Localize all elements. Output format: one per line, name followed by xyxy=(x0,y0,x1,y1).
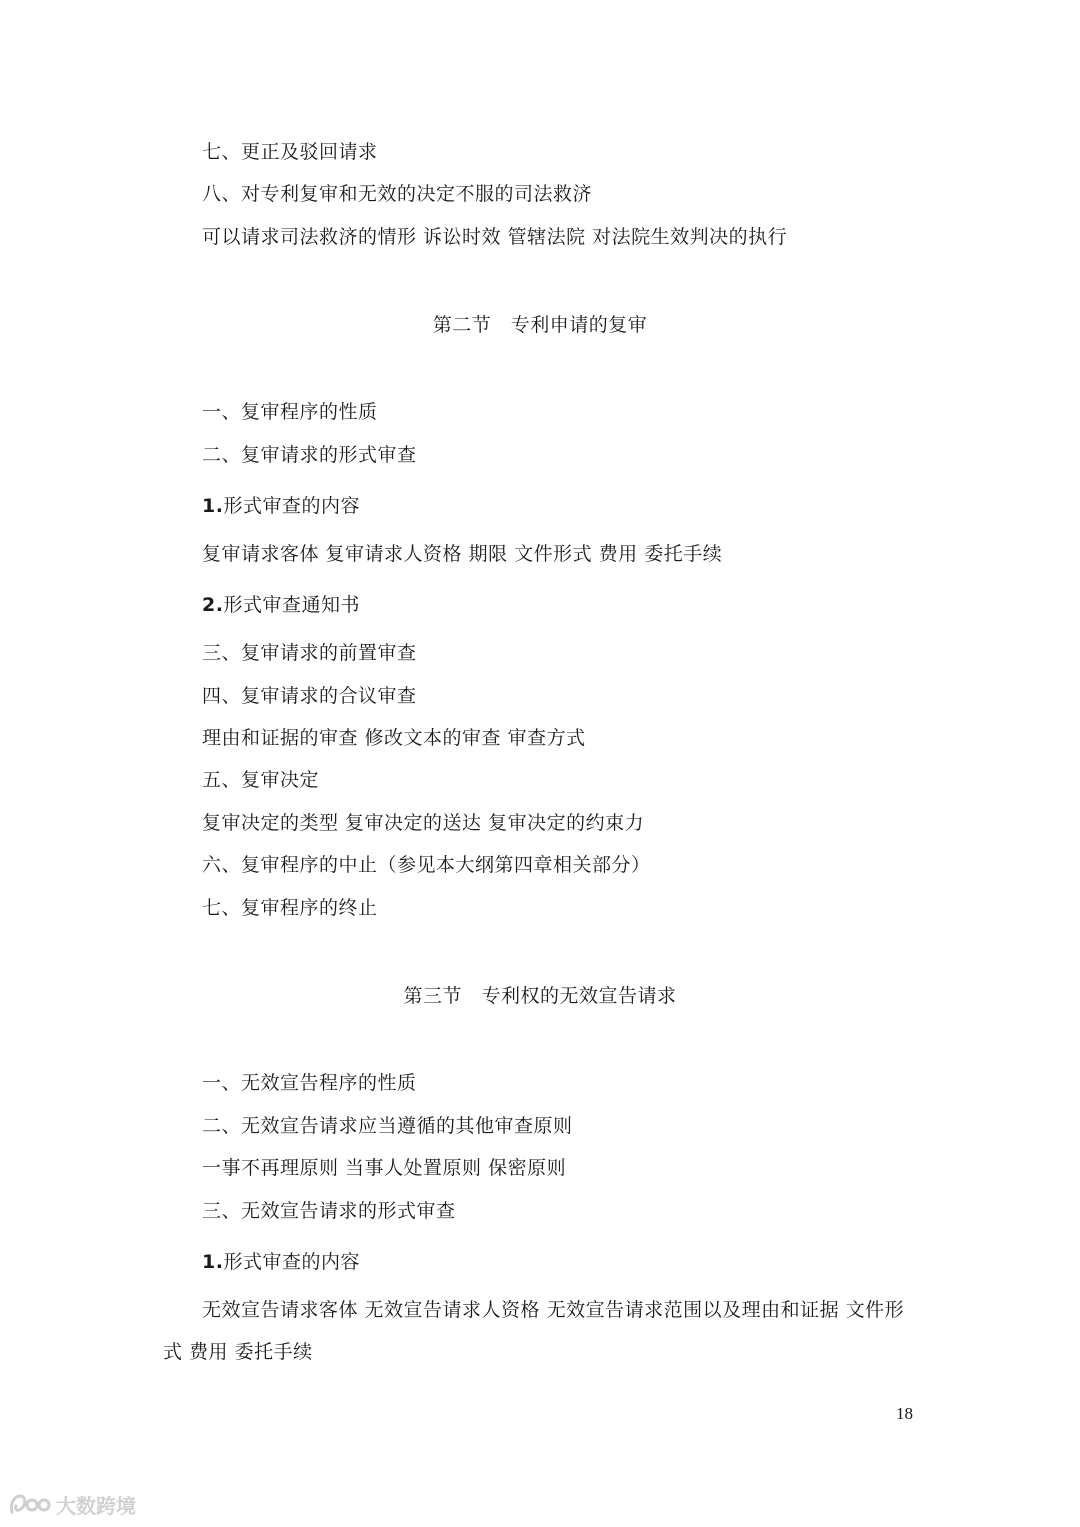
text-line: 式 费用 委托手续 xyxy=(163,1341,313,1363)
subheading-text: 形式审查的内容 xyxy=(223,495,360,517)
page-number: 18 xyxy=(896,1404,913,1423)
subheading xyxy=(202,1250,360,1274)
subheading-text: 形式审查的内容 xyxy=(223,1251,360,1273)
subheading-number: 1. xyxy=(202,1251,224,1273)
text-line: 一事不再理原则 当事人处置原则 保密原则 xyxy=(202,1157,567,1179)
section-heading: 第三节 专利权的无效宣告请求 xyxy=(403,985,677,1007)
section-heading: 第二节 专利申请的复审 xyxy=(432,314,648,336)
text-line: 一、无效宣告程序的性质 xyxy=(202,1072,417,1094)
watermark xyxy=(8,1490,136,1519)
text-line: 复审请求客体 复审请求人资格 期限 文件形式 费用 委托手续 xyxy=(202,543,723,565)
text-line: 六、复审程序的中止（参见本大纲第四章相关部分） xyxy=(202,854,651,876)
subheading-number: 1. xyxy=(202,495,224,517)
text-line: 三、复审请求的前置审查 xyxy=(202,642,417,664)
text-line: 理由和证据的审查 修改文本的审查 审查方式 xyxy=(202,727,586,749)
subheading xyxy=(202,494,360,518)
text-line: 四、复审请求的合议审查 xyxy=(202,685,417,707)
text-line: 三、无效宣告请求的形式审查 xyxy=(202,1200,456,1222)
watermark-logo-icon xyxy=(8,1492,52,1518)
text-line: 二、无效宣告请求应当遵循的其他审查原则 xyxy=(202,1115,573,1137)
text-line: 七、复审程序的终止 xyxy=(202,897,378,919)
text-line: 一、复审程序的性质 xyxy=(202,401,378,423)
watermark-text: 大数跨境 xyxy=(56,1494,136,1518)
subheading-number: 2. xyxy=(202,594,224,616)
text-line: 可以请求司法救济的情形 诉讼时效 管辖法院 对法院生效判决的执行 xyxy=(202,226,788,248)
text-line: 二、复审请求的形式审查 xyxy=(202,444,417,466)
text-line: 无效宣告请求客体 无效宣告请求人资格 无效宣告请求范围以及理由和证据 文件形 xyxy=(202,1299,905,1321)
text-line: 七、更正及驳回请求 xyxy=(202,141,378,163)
text-line: 五、复审决定 xyxy=(202,769,320,791)
subheading-text: 形式审查通知书 xyxy=(223,594,360,616)
text-line: 复审决定的类型 复审决定的送达 复审决定的约束力 xyxy=(202,812,645,834)
text-line: 八、对专利复审和无效的决定不服的司法救济 xyxy=(202,183,593,205)
subheading xyxy=(202,593,360,617)
